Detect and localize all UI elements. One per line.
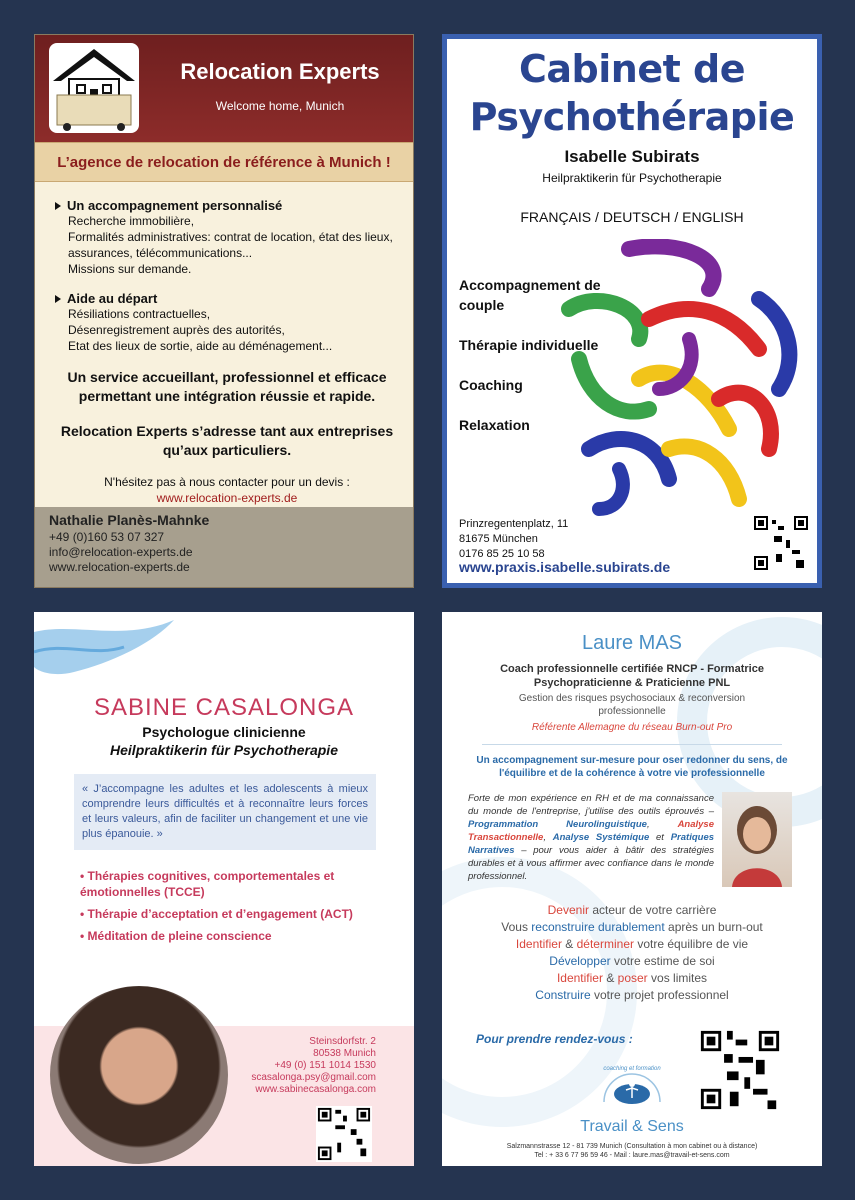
tagline: Welcome home, Munich [215, 99, 345, 113]
section-personalized [55, 198, 399, 213]
bullet-triangle-icon [55, 202, 61, 210]
website-link[interactable]: www.sabinecasalonga.com [255, 1084, 376, 1095]
contact-web[interactable]: www.relocation-experts.de [49, 560, 190, 574]
goal-verb: Développer [549, 954, 611, 968]
goal-item [442, 919, 822, 936]
divider [482, 744, 782, 745]
goal-text: acteur de votre carrière [588, 903, 717, 917]
qr-code-icon [752, 514, 810, 572]
service-line: Résiliations contractuelles, [68, 307, 211, 321]
therapies-list [80, 868, 380, 950]
footer-address [442, 1142, 822, 1160]
service-item: Accompagnement de couple [459, 277, 601, 313]
contact-name: Nathalie Planès-Mahnke [49, 512, 210, 528]
referent: Référente Allemagne du réseau Burn-out Pro [531, 722, 733, 733]
pitch-text: Un service accueillant, professionnel et efficace permettant une intégration réussie et rapide. [67, 369, 387, 404]
title-line: Psychothérapie [469, 95, 795, 139]
service-item: Thérapie individuelle [459, 337, 599, 353]
therapist-name: Isabelle Subirats [564, 147, 700, 166]
therapist-role: Heilpraktikerin für Psychotherapie [542, 171, 722, 185]
cta-text: N'hésitez pas à nous contacter pour un devis : [104, 475, 350, 489]
bullet-triangle-icon [55, 295, 61, 303]
coach-name: Laure MAS [581, 632, 683, 654]
section-departure [55, 291, 399, 306]
contact-block [251, 1036, 376, 1096]
logo-arc-text: coaching et formation [603, 1066, 661, 1072]
appointment-label: Pour prendre rendez-vous : [476, 1032, 633, 1046]
service-line: Désenregistrement auprès des autorités, [68, 323, 285, 337]
address-line: Steinsdorfstr. 2 [309, 1036, 376, 1047]
goal-verb: Construire [535, 988, 591, 1002]
therapy-item: • Thérapie d’acceptation et d’engagement (ACT) [80, 907, 353, 921]
relocation-header [35, 35, 413, 142]
job-title: Psychologue clinicienne [142, 724, 306, 740]
goal-verb: Identifier [515, 937, 562, 951]
quote-box: « J’accompagne les adultes et les adolescents à mieux comprendre leurs difficultés et à reconnaître leurs forces et leurs valeurs, afin de faciliter un changement et une vie plus épanouie. » [74, 774, 376, 850]
para-text: Forte de mon expérience en RH et de ma connaissance du monde de l'entreprise, j'utilise des outils éprouvés – [468, 793, 714, 817]
tagline-line: l'équilibre et de la cohérence à votre vie professionnelle [499, 768, 765, 779]
colorful-brushstrokes-illustration [559, 239, 809, 519]
goal-verb: Identifier [556, 971, 603, 985]
qr-code-icon [698, 1028, 782, 1112]
technique: Pratiques Narratives [468, 832, 715, 856]
therapy-item: • Thérapies cognitives, comportementales et émotionnelles (TCCE) [80, 869, 335, 899]
contact-phone: +49 (0)160 53 07 327 [49, 530, 165, 544]
relocation-experts-card [34, 34, 414, 588]
portrait-photo [50, 986, 228, 1164]
phone-line: 0176 85 25 10 58 [459, 548, 545, 560]
tagline-line: Un accompagnement sur-mesure pour oser redonner du sens, de [476, 755, 788, 766]
technique: Programmation Neurolinguistique [468, 819, 647, 830]
credential-line: Psychopraticienne & Praticienne PNL [533, 677, 731, 689]
address-line: 80538 Munich [313, 1048, 376, 1059]
section-title: Un accompagnement personnalisé [67, 198, 283, 213]
service-item: Coaching [459, 377, 523, 393]
goal-item [442, 987, 822, 1004]
contact-email[interactable]: info@relocation-experts.de [49, 545, 193, 559]
goal-text: après un burn-out [664, 920, 763, 934]
goal-item [442, 970, 822, 987]
service-line: Etat des lieux de sortie, aide au déménagement... [68, 339, 333, 353]
address-block [459, 517, 568, 562]
goals-list [442, 902, 822, 1004]
contact-footer [35, 507, 413, 587]
section-title: Aide au départ [67, 291, 158, 306]
brand-name: Relocation Experts [180, 59, 380, 84]
service-line: Formalités administratives: contrat de location, état des lieux, [68, 230, 393, 244]
technique: Analyse Transactionnelle [468, 819, 714, 843]
address-line: Salzmannstrasse 12 - 81 739 Munich (Consultation à mon cabinet ou à distance) [506, 1143, 758, 1150]
practitioner-name: SABINE CASALONGA [93, 694, 355, 721]
address-line: Prinzregentenplatz, 11 [459, 518, 569, 530]
portrait-photo [722, 792, 792, 887]
house-logo-icon [49, 43, 139, 133]
goal-text: votre projet professionnel [590, 988, 729, 1002]
phone-line: +49 (0) 151 1014 1530 [274, 1060, 376, 1071]
goal-item [442, 902, 822, 919]
website-link[interactable]: www.relocation-experts.de [156, 491, 298, 505]
address-line: 81675 München [459, 533, 538, 545]
goal-text: & [561, 937, 577, 951]
service-line: Missions sur demande. [68, 262, 192, 276]
goal-verb: Devenir [547, 903, 589, 917]
headline: L’agence de relocation de référence à Munich ! [35, 142, 413, 182]
goal-text: votre équilibre de vie [633, 937, 749, 951]
goal-verb: reconstruire durablement [531, 920, 665, 934]
therapy-item: • Méditation de pleine conscience [80, 929, 272, 943]
logo-text: Travail & Sens [580, 1118, 684, 1135]
travail-sens-logo-icon [602, 1070, 662, 1104]
service-item: Relaxation [459, 417, 530, 433]
audience-text: Relocation Experts s’adresse tant aux entreprises qu’aux particuliers. [60, 423, 394, 458]
website-link[interactable]: www.praxis.isabelle.subirats.de [459, 559, 671, 575]
goal-text: Vous [501, 920, 532, 934]
goal-item [442, 936, 822, 953]
para-text: – pour vous aider à bâtir des stratégies durables et à vous affirmer avec confiance dans le monde professionnel. [468, 845, 714, 882]
contact-line: Tel : + 33 6 77 96 59 46 - Mail : laure.mas@travail-et-sens.com [534, 1152, 730, 1159]
credentials [442, 662, 822, 690]
service-line: Recherche immobilière, [68, 214, 195, 228]
sabine-casalonga-card [34, 612, 414, 1166]
credential-line: Coach professionnelle certifiée RNCP - Formatrice [500, 663, 764, 675]
email-line[interactable]: scasalonga.psy@gmail.com [251, 1072, 376, 1083]
languages: FRANÇAIS / DEUTSCH / ENGLISH [520, 209, 744, 225]
goal-verb: poser [617, 971, 648, 985]
cabinet-title [447, 45, 817, 141]
specialty-line: professionnelle [598, 706, 666, 717]
laure-mas-card [442, 612, 822, 1166]
goal-item [442, 953, 822, 970]
blue-watercolor-splash-icon [34, 612, 194, 692]
job-title-german: Heilpraktikerin für Psychotherapie [110, 742, 338, 758]
title-line: Cabinet de [519, 47, 745, 91]
qr-code-icon [316, 1106, 372, 1162]
description-paragraph: Forte de mon expérience en RH et de ma connaissance du monde de l'entreprise, j'utilise des outils éprouvés – Programmation Neurolinguistique, Analyse Transactionnelle, Analyse Systémique et Pratiques Narratives – pour vous aider à bâtir des stratégies durables et à vous affirmer avec confiance dans le monde professionnel. [468, 793, 715, 882]
goal-text: & [602, 971, 618, 985]
contact-cta [55, 474, 399, 506]
tagline [442, 754, 822, 780]
specialty-line: Gestion des risques psychosociaux & reconversion [518, 693, 746, 704]
technique: Analyse Systémique [552, 832, 650, 843]
cabinet-psychotherapie-card [442, 34, 822, 588]
service-line: assurances, télécommunications... [68, 246, 253, 260]
specialty [442, 692, 822, 718]
goal-text: votre estime de soi [610, 954, 715, 968]
goal-verb: déterminer [576, 937, 634, 951]
goal-text: vos limites [647, 971, 708, 985]
